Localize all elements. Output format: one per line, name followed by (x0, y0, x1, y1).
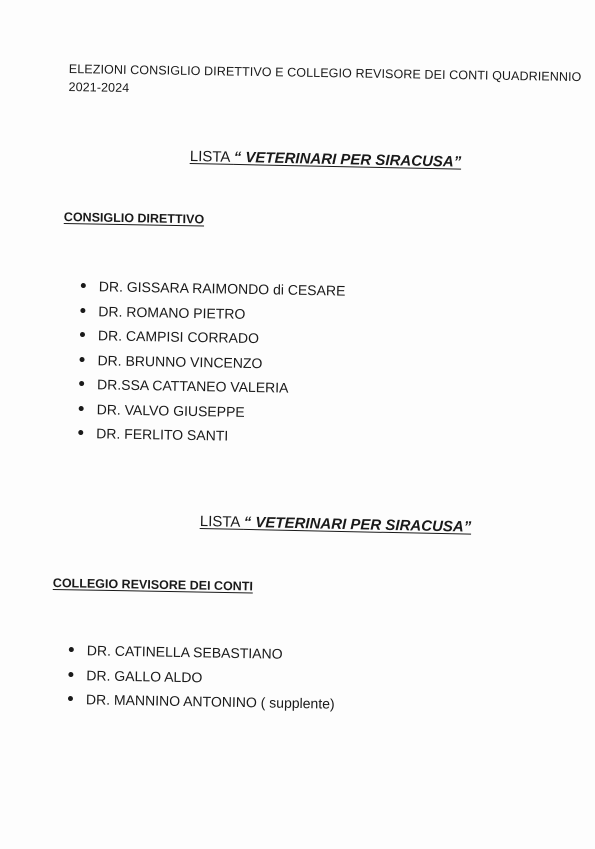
bullet-icon (80, 356, 85, 361)
list-title-1-label: LISTA (189, 148, 234, 166)
list-title-2 (200, 513, 472, 536)
section-heading-consiglio-direttivo: CONSIGLIO DIRETTIVO (63, 210, 205, 227)
list-title-2-name: “ VETERINARI PER SIRACUSA” (243, 513, 472, 536)
list-title-1 (190, 148, 462, 171)
bullet-icon (80, 307, 85, 312)
list-item (78, 423, 343, 452)
bullet-icon (81, 283, 86, 288)
candidate-name: DR. CAMPISI CORRADO (97, 327, 260, 347)
bullet-icon (68, 671, 73, 676)
list-title-1-name: “ VETERINARI PER SIRACUSA” (233, 148, 462, 171)
bullet-icon (78, 430, 83, 435)
collegio-revisore-list (68, 640, 336, 718)
candidate-name: DR. MANNINO ANTONINO ( supplente) (85, 691, 335, 712)
bullet-icon (68, 696, 73, 701)
header-line-1: ELEZIONI CONSIGLIO DIRETTIVO E COLLEGIO REVISORE DEI CONTI QUADRIENNIO (68, 61, 582, 85)
candidate-name: DR. VALVO GIUSEPPE (96, 400, 245, 420)
section-heading-collegio-revisore: COLLEGIO REVISORE DEI CONTI (52, 576, 254, 594)
consiglio-direttivo-list (78, 276, 346, 452)
candidate-name: DR. FERLITO SANTI (96, 425, 229, 444)
candidate-name: DR. CATINELLA SEBASTIANO (86, 642, 283, 662)
header-line-2: 2021-2024 (68, 79, 130, 95)
bullet-icon (79, 381, 84, 386)
document-header (68, 60, 582, 104)
list-title-2-label: LISTA (199, 513, 244, 531)
list-item (68, 689, 335, 718)
candidate-name: DR.SSA CATTANEO VALERIA (96, 376, 289, 396)
bullet-icon (80, 332, 85, 337)
candidate-name: DR. ROMANO PIETRO (98, 302, 246, 322)
candidate-name: DR. GISSARA RAIMONDO di CESARE (98, 278, 346, 299)
candidate-name: DR. BRUNNO VINCENZO (97, 351, 263, 371)
candidate-name: DR. GALLO ALDO (86, 666, 203, 685)
bullet-icon (79, 405, 84, 410)
bullet-icon (69, 647, 74, 652)
